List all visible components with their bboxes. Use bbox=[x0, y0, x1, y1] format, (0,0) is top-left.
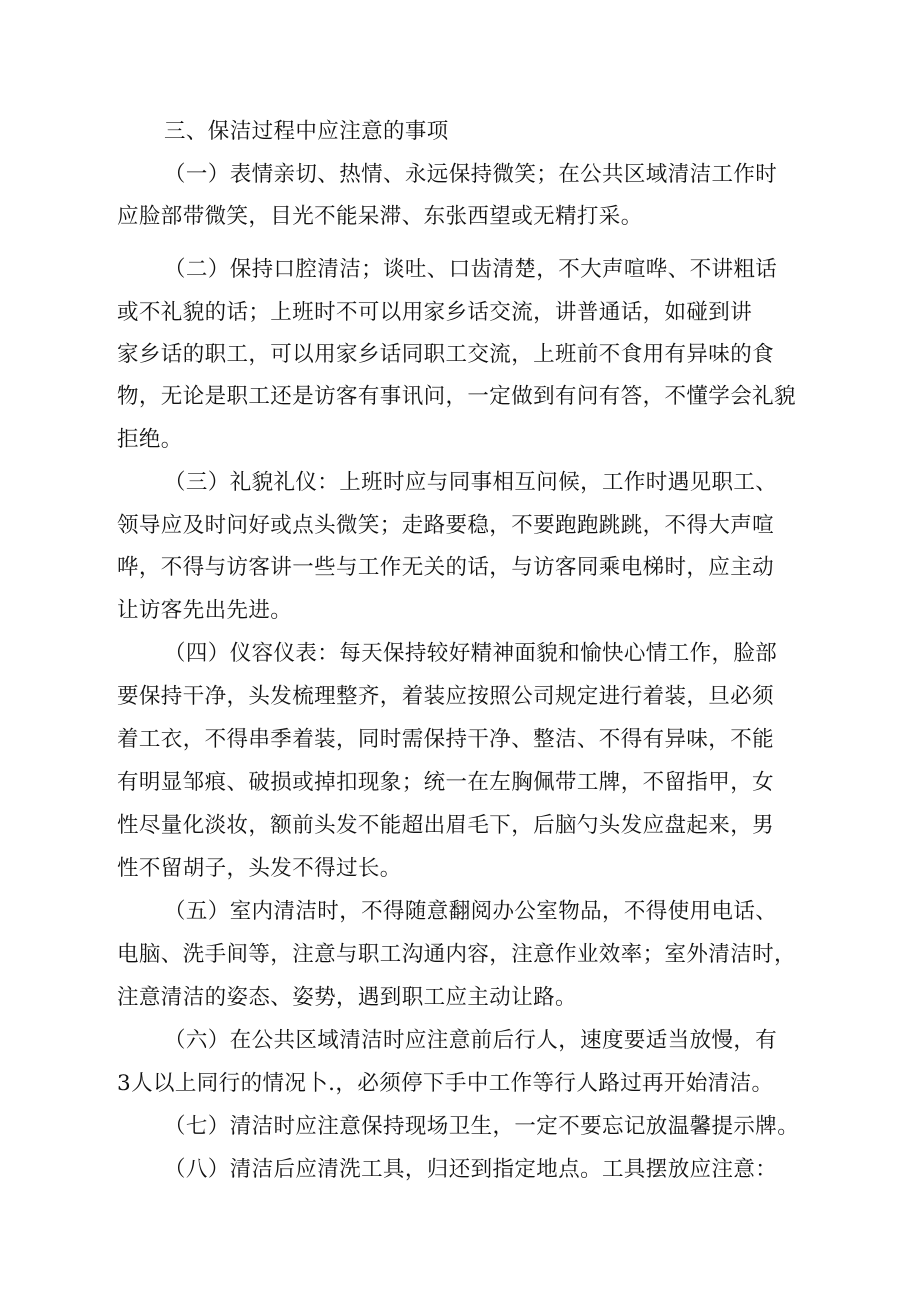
paragraph-2-line-4: 物，无论是职工还是访客有事讯问，一定做到有问有答，不懂学会礼貌 bbox=[117, 384, 796, 409]
paragraph-4-line-4: 有明显邹痕、破损或掉扣现象；统一在左胸佩带工牌，不留指甲，女 bbox=[117, 770, 775, 795]
paragraph-2-line-5: 拒绝。 bbox=[117, 427, 183, 452]
paragraph-7-line-1: （七）清洁时应注意保持现场卫生，一定不要忘记放温馨提示牌。 bbox=[164, 1114, 800, 1139]
paragraph-5-line-2: 电脑、洗手间等，注意与职工沟通内容，注意作业效率；室外清洁时， bbox=[117, 942, 796, 967]
paragraph-3-line-1: （三）礼貌礼仪：上班时应与同事相互问候，工作时遇见职工、 bbox=[164, 470, 778, 495]
paragraph-3-line-4: 让访客先出先进。 bbox=[117, 598, 293, 623]
paragraph-3-line-3: 哗，不得与访客讲一些与工作无关的话，与访客同乘电梯时，应主动 bbox=[117, 555, 775, 580]
paragraph-5-line-3: 注意清洁的姿态、姿势，遇到职工应主动让路。 bbox=[117, 985, 577, 1010]
paragraph-4-line-2: 要保持干净，头发梳理整齐，着装应按照公司规定进行着装，旦必须 bbox=[117, 684, 775, 709]
paragraph-5-line-1: （五）室内清洁时，不得随意翻阅办公室物品，不得使用电话、 bbox=[164, 899, 778, 924]
paragraph-4-line-5: 性尽量化淡妆，额前头发不能超出眉毛下，后脑勺头发应盘起来，男 bbox=[117, 813, 775, 838]
paragraph-4-line-3: 着工衣，不得串季着装，同时需保持干净、整洁、不得有异味，不能 bbox=[117, 727, 775, 752]
paragraph-1-line-2: 应脸部带微笑，目光不能呆滞、东张西望或无精打采。 bbox=[117, 204, 643, 229]
section-heading: 三、保洁过程中应注意的事项 bbox=[164, 119, 449, 144]
paragraph-3-line-2: 领导应及时问好或点头微笑；走路要稳，不要跑跑跳跳，不得大声喧 bbox=[117, 513, 775, 538]
paragraph-2-line-3: 家乡话的职工，可以用家乡话同职工交流，上班前不食用有异味的食 bbox=[117, 342, 775, 367]
paragraph-6-line-1: （六）在公共区域清洁时应注意前后行人，速度要适当放慢，有 bbox=[164, 1028, 778, 1053]
paragraph-8-line-1: （八）清洁后应清洗工具，归还到指定地点。工具摆放应注意： bbox=[164, 1157, 778, 1182]
paragraph-2-line-1: （二）保持口腔清洁；谈吐、口齿清楚，不大声喧哗、不讲粗话 bbox=[164, 257, 778, 282]
paragraph-4-line-1: （四）仪容仪表：每天保持较好精神面貌和愉快心情工作，脸部 bbox=[164, 641, 778, 666]
paragraph-2-line-2: 或不礼貌的话；上班时不可以用家乡话交流，讲普通话，如碰到讲 bbox=[117, 300, 753, 325]
paragraph-4-line-6: 性不留胡子，头发不得过长。 bbox=[117, 856, 402, 881]
paragraph-1-line-1: （一）表情亲切、热情、永远保持微笑；在公共区域清洁工作时 bbox=[164, 162, 778, 187]
paragraph-6-line-2: 3人以上同行的情况卜.，必须停下手中工作等行人路过再开始清洁。 bbox=[117, 1071, 774, 1096]
